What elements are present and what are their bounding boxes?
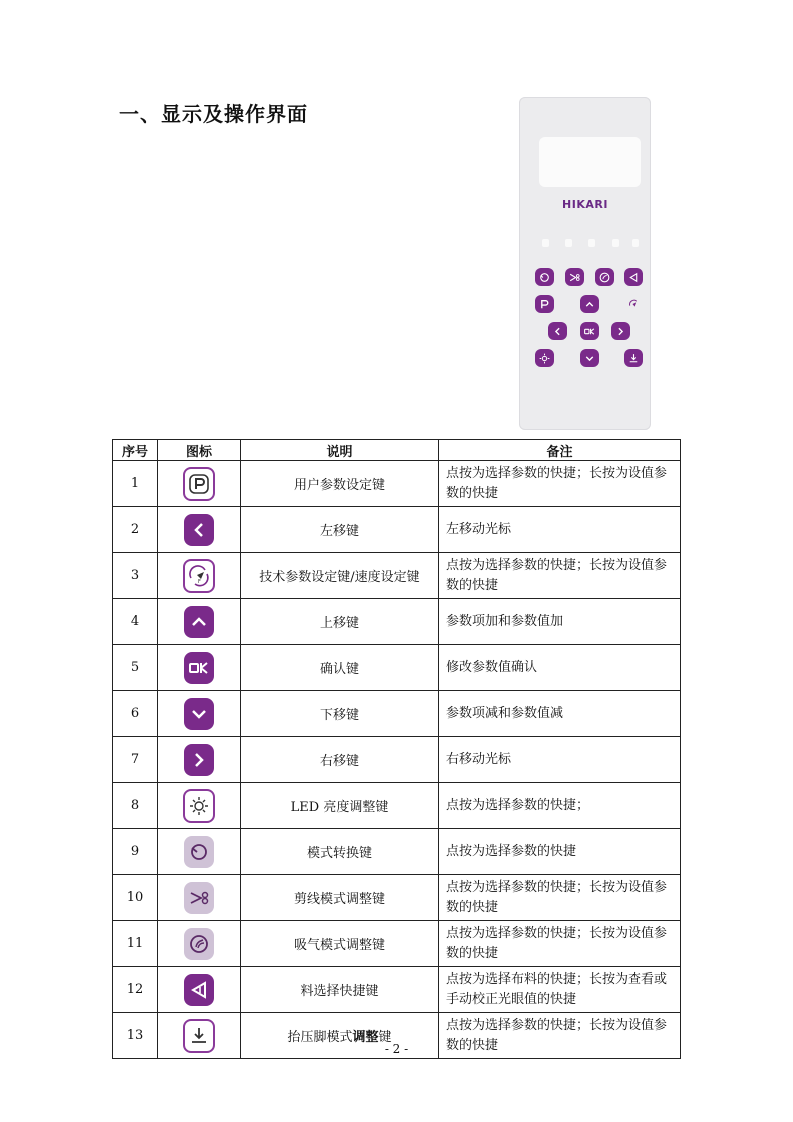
fabric-select-icon: [627, 271, 640, 284]
indicator-led: [542, 239, 549, 247]
table-row: [113, 553, 681, 599]
page-number: - 2 -: [384, 1042, 409, 1056]
header-desc: 说明: [241, 440, 439, 461]
row-desc: 左移键: [241, 507, 439, 553]
right-arrow-icon: [184, 744, 214, 776]
row-icon-cell: [158, 553, 241, 599]
row-icon-cell: [158, 691, 241, 737]
header-note: 备注: [439, 440, 681, 461]
row-num: 13: [113, 1013, 158, 1059]
thread-trim-button[interactable]: [565, 268, 584, 286]
row-desc: 用户参数设定键: [241, 461, 439, 507]
indicator-led: [612, 239, 619, 247]
desc-bold: 调整: [352, 1030, 379, 1045]
table-row: [113, 829, 681, 875]
row-icon-cell: [158, 645, 241, 691]
scissors-icon: [184, 882, 214, 914]
led-brightness-icon: [538, 352, 551, 365]
row-icon-cell: [158, 599, 241, 645]
mode-switch-icon: [184, 836, 214, 868]
table-row: [113, 875, 681, 921]
air-suction-icon: [184, 928, 214, 960]
row-desc: 剪线模式调整键: [241, 875, 439, 921]
user-param-icon: [538, 298, 551, 311]
led-brightness-button[interactable]: [535, 349, 554, 367]
header-icon: 图标: [158, 440, 241, 461]
row-note: 点按为选择参数的快捷；长按为设值参数的快捷: [439, 461, 681, 507]
tech-param-speed-icon: [183, 559, 215, 593]
row-num: 9: [113, 829, 158, 875]
up-arrow-icon: [583, 298, 596, 311]
row-note: 参数项加和参数值加: [439, 599, 681, 645]
user-param-button[interactable]: [535, 295, 554, 313]
table-row: [113, 691, 681, 737]
display-screen: [539, 137, 641, 187]
ok-icon: [184, 652, 214, 684]
table-row: [113, 507, 681, 553]
scissors-icon: [568, 271, 581, 284]
tech-param-speed-icon: [627, 298, 640, 311]
indicator-led: [565, 239, 572, 247]
header-num: 序号: [113, 440, 158, 461]
row-icon-cell: [158, 875, 241, 921]
row-icon-cell: [158, 507, 241, 553]
page-heading: 一、显示及操作界面: [119, 102, 308, 126]
row-note: 右移动光标: [439, 737, 681, 783]
row-num: 6: [113, 691, 158, 737]
row-num: 10: [113, 875, 158, 921]
table-row: [113, 967, 681, 1013]
row-desc: 料选择快捷键: [241, 967, 439, 1013]
down-arrow-icon: [583, 352, 596, 365]
row-desc: 技术参数设定键/速度设定键: [241, 553, 439, 599]
up-button[interactable]: [580, 295, 599, 313]
fabric-select-button[interactable]: [624, 268, 643, 286]
left-arrow-icon: [551, 325, 564, 338]
svg-text:F: F: [198, 578, 201, 585]
row-icon-cell: [158, 921, 241, 967]
table-row: [113, 645, 681, 691]
row-note: 点按为选择参数的快捷；长按为设值参数的快捷: [439, 921, 681, 967]
row-icon-cell: [158, 967, 241, 1013]
row-icon-cell: [158, 829, 241, 875]
row-num: 2: [113, 507, 158, 553]
ok-icon: [583, 325, 596, 338]
table-row: [113, 461, 681, 507]
row-note: 点按为选择布料的快捷；长按为查看或手动校正光眼值的快捷: [439, 967, 681, 1013]
air-suction-button[interactable]: [595, 268, 614, 286]
desc-suffix: 键: [378, 1030, 392, 1045]
row-icon-cell: [158, 737, 241, 783]
row-note: 点按为选择参数的快捷；长按为设值参数的快捷: [439, 1013, 681, 1059]
right-arrow-icon: [614, 325, 627, 338]
up-arrow-icon: [184, 606, 214, 638]
left-button[interactable]: [548, 322, 567, 340]
row-num: 11: [113, 921, 158, 967]
indicator-led: [632, 239, 639, 247]
table-header-row: [113, 440, 681, 461]
indicator-leds: [540, 239, 640, 251]
row-desc: LED 亮度调整键: [241, 783, 439, 829]
row-num: 1: [113, 461, 158, 507]
row-num: 5: [113, 645, 158, 691]
table-row: [113, 921, 681, 967]
row-icon-cell: [158, 461, 241, 507]
row-num: 8: [113, 783, 158, 829]
brand-logo: HIKARI: [562, 198, 608, 211]
indicator-led: [588, 239, 595, 247]
table-row: [113, 737, 681, 783]
row-desc: 吸气模式调整键: [241, 921, 439, 967]
fabric-select-icon: [184, 974, 214, 1006]
presser-foot-button[interactable]: [624, 349, 643, 367]
row-note: 点按为选择参数的快捷: [439, 829, 681, 875]
row-desc: 右移键: [241, 737, 439, 783]
row-note: 点按为选择参数的快捷；: [439, 783, 681, 829]
row-num: 3: [113, 553, 158, 599]
row-note: 点按为选择参数的快捷；长按为设值参数的快捷: [439, 875, 681, 921]
row-desc: 确认键: [241, 645, 439, 691]
right-button[interactable]: [611, 322, 630, 340]
left-arrow-icon: [184, 514, 214, 546]
row-note: 参数项减和参数值减: [439, 691, 681, 737]
down-button[interactable]: [580, 349, 599, 367]
table-row: [113, 783, 681, 829]
down-arrow-icon: [184, 698, 214, 730]
led-brightness-icon: [183, 789, 215, 823]
row-desc: 模式转换键: [241, 829, 439, 875]
mode-switch-button[interactable]: [535, 268, 554, 286]
row-num: 4: [113, 599, 158, 645]
row-note: 修改参数值确认: [439, 645, 681, 691]
row-note: 左移动光标: [439, 507, 681, 553]
row-desc: 上移键: [241, 599, 439, 645]
presser-foot-icon: [627, 352, 640, 365]
tech-param-speed-button[interactable]: [624, 295, 643, 313]
row-desc: 下移键: [241, 691, 439, 737]
row-num: 12: [113, 967, 158, 1013]
row-icon-cell: [158, 783, 241, 829]
control-panel: [519, 97, 651, 430]
row-note: 点按为选择参数的快捷；长按为设值参数的快捷: [439, 553, 681, 599]
mode-switch-icon: [538, 271, 551, 284]
row-num: 7: [113, 737, 158, 783]
desc-prefix: 抬压脚模式: [287, 1030, 353, 1045]
user-param-icon: [183, 467, 215, 501]
air-suction-icon: [598, 271, 611, 284]
key-table: [112, 439, 681, 1059]
table-row: [113, 599, 681, 645]
ok-button[interactable]: [580, 322, 599, 340]
